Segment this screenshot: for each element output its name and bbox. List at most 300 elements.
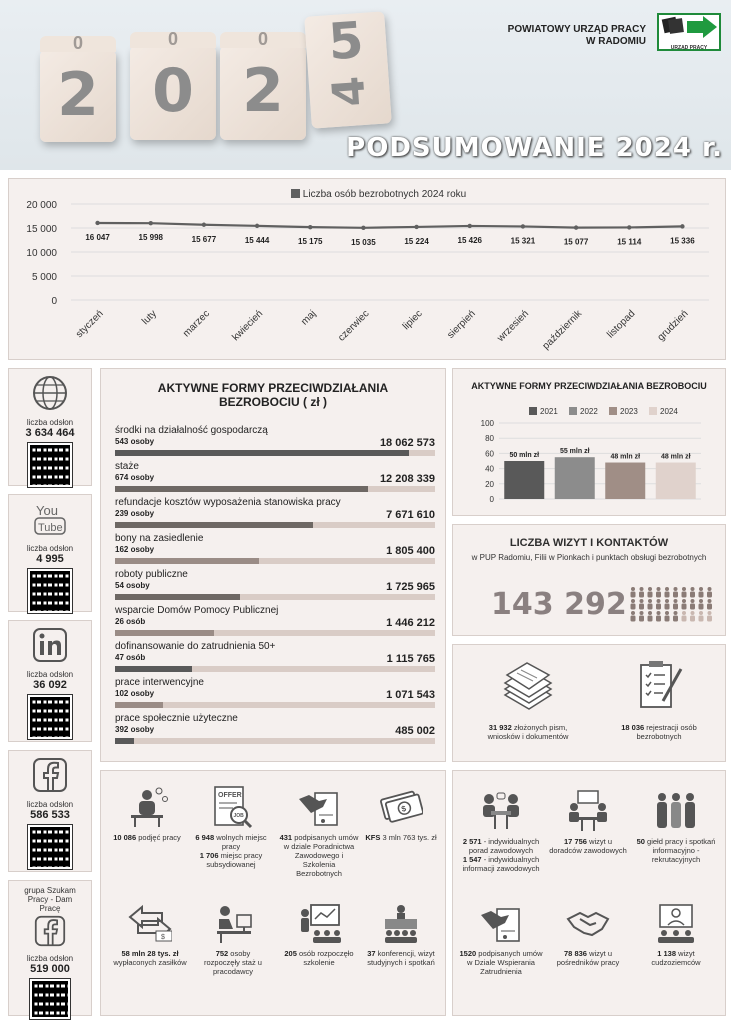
visits-title: LICZBA WIZYT I KONTAKTÓW <box>509 537 669 549</box>
data-label: 15 321 <box>510 236 536 246</box>
stat-text: osób rozpoczęło szkolenie <box>298 949 354 967</box>
form-name: wsparcie Domów Pomocy Publicznej <box>115 605 279 616</box>
person-head <box>708 599 712 603</box>
person-head <box>691 599 695 603</box>
form-bar-fill <box>115 738 134 744</box>
person-head <box>674 587 678 591</box>
stat-item <box>193 785 269 869</box>
svg-text:$: $ <box>161 934 165 941</box>
stats-left-panel <box>100 770 446 1016</box>
form-count: 54 osoby <box>115 581 150 590</box>
data-label: 15 035 <box>351 237 376 247</box>
documents-stat <box>473 723 583 741</box>
person-head <box>699 599 703 603</box>
stat-value: 10 086 <box>113 833 137 842</box>
stat-text: wizyt u doradców zawodowych <box>549 837 627 855</box>
active-form-row <box>115 461 435 485</box>
bar-data-label: 50 mln zł <box>509 452 540 459</box>
stat-line <box>633 949 719 967</box>
legend-label: 2024 <box>660 407 678 416</box>
data-point <box>202 223 206 227</box>
person-head <box>665 587 669 591</box>
summary-title: PODSUMOWANIE 2024 r. <box>346 133 723 163</box>
stat-text: złożonych pism, wniosków i dokumentów <box>487 723 569 741</box>
form-value: 7 671 610 <box>386 509 435 521</box>
form-bar-fill <box>115 486 368 492</box>
bar <box>504 461 544 499</box>
form-bar-fill <box>115 630 214 636</box>
forms-bar-chart-panel <box>452 368 726 516</box>
person-body <box>699 616 704 622</box>
stat-value: 2 571 <box>462 837 482 846</box>
stat-text: wypłaconych zasiłków <box>113 958 187 967</box>
person-body <box>682 592 687 598</box>
counselling-icon <box>479 789 523 833</box>
visits-value: 143 292 <box>491 587 627 622</box>
stat-item <box>459 901 543 976</box>
stat-item <box>279 785 359 878</box>
person-body <box>673 604 678 610</box>
active-form-row <box>115 569 435 593</box>
person-body <box>699 604 704 610</box>
svg-text:JOB: JOB <box>233 813 244 819</box>
person-body <box>707 616 712 622</box>
social-value: 36 092 <box>33 679 67 691</box>
bar <box>555 457 595 499</box>
form-count: 162 osoby <box>115 545 155 554</box>
y-tick-label: 0 <box>51 296 57 307</box>
stat-item <box>365 785 437 842</box>
transfer-arrows-icon <box>128 901 172 945</box>
x-tick-label: lipiec <box>400 308 425 333</box>
person-head <box>682 599 686 603</box>
stat-value: 752 <box>215 949 229 958</box>
active-form-row <box>115 677 435 701</box>
stat-value: 58 mln 28 tys. zł <box>121 949 179 958</box>
form-name: prace społecznie użyteczne <box>115 713 238 724</box>
person-head <box>665 611 669 615</box>
y-tick-label: 100 <box>480 419 494 428</box>
y-tick-label: 10 000 <box>26 248 57 259</box>
data-point <box>468 224 472 228</box>
person-head <box>640 599 644 603</box>
person-body <box>648 616 653 622</box>
desk-worker-icon <box>211 901 255 945</box>
person-body <box>639 616 644 622</box>
person-head <box>648 599 652 603</box>
person-body <box>699 592 704 598</box>
stat-text: osoby rozpoczęły staż u pracodawcy <box>204 949 262 976</box>
cube-digit <box>40 33 116 142</box>
person-body <box>690 616 695 622</box>
active-form-row <box>115 605 435 629</box>
svg-text:Tube: Tube <box>38 522 63 534</box>
person-body <box>673 616 678 622</box>
qr-code[interactable] <box>28 695 72 739</box>
active-form-row <box>115 641 435 665</box>
legend-label: Liczba osób bezrobotnych 2024 roku <box>302 189 467 200</box>
person-body <box>639 592 644 598</box>
form-name: bony na zasiedlenie <box>115 533 204 544</box>
stat-item <box>111 785 183 842</box>
stat-line <box>365 949 437 967</box>
stat-text: giełd pracy i spotkań informacyjno - rekrutacyjnych <box>647 837 716 864</box>
y-tick-label: 40 <box>485 464 494 474</box>
facebook-icon <box>32 757 68 793</box>
cube-number: 4 <box>322 74 377 109</box>
form-value: 1 115 765 <box>386 653 435 665</box>
form-count: 392 osoby <box>115 725 155 734</box>
stat-text: rejestracji osób bezrobotnych <box>636 723 697 741</box>
person-body <box>665 592 670 598</box>
stat-value: KFS <box>365 833 381 842</box>
cube-top: 0 <box>130 32 216 48</box>
handshake-icon <box>566 901 610 945</box>
cube-number: 0 <box>152 56 194 126</box>
legend-label: 2022 <box>580 407 598 416</box>
person-body <box>690 592 695 598</box>
stat-line <box>549 837 627 855</box>
worker-icon <box>125 785 169 829</box>
cube-top: 0 <box>220 32 306 48</box>
documents-panel <box>452 644 726 762</box>
x-tick-label: styczeń <box>73 308 106 341</box>
person-body <box>656 616 661 622</box>
social-value: 519 000 <box>30 963 70 975</box>
person-body <box>682 604 687 610</box>
stat-item <box>549 789 627 855</box>
x-tick-label: sierpień <box>445 308 478 341</box>
cube-digit <box>130 29 216 140</box>
globe-icon <box>32 375 68 411</box>
data-point <box>255 224 259 228</box>
x-tick-label: luty <box>140 308 159 328</box>
stat-value: 1520 <box>459 949 477 958</box>
y-tick-label: 20 <box>485 479 494 489</box>
y-tick-label: 60 <box>485 449 494 459</box>
handshake-contract-icon <box>479 901 523 945</box>
person-head <box>699 611 703 615</box>
person-body <box>631 604 636 610</box>
form-value: 12 208 339 <box>379 473 435 485</box>
data-point <box>149 221 153 225</box>
form-count: 239 osoby <box>115 509 155 518</box>
y-tick-label: 20 000 <box>26 200 57 211</box>
stat-line <box>109 949 191 967</box>
legend-swatch <box>529 407 537 415</box>
form-value: 1 805 400 <box>386 545 435 557</box>
stat-item <box>459 789 543 873</box>
stat-value: 50 <box>636 837 645 846</box>
stat-text: miejsc pracy subsydiowanej <box>206 851 263 869</box>
visits-subtitle: w PUP Radomiu, Filii w Pionkach i punktach obsługi bezrobotnych <box>471 553 707 562</box>
person-body <box>673 592 678 598</box>
form-value: 1 725 965 <box>386 581 435 593</box>
stat-line <box>459 837 543 855</box>
cube-top: 0 <box>40 36 116 52</box>
x-tick-label: grudzień <box>655 308 691 344</box>
form-name: środki na działalność gospodarczą <box>115 425 268 436</box>
form-bar-track <box>115 486 435 492</box>
person-head <box>682 611 686 615</box>
stat-line <box>197 949 269 976</box>
paper-stack-icon <box>499 659 555 715</box>
form-count: 26 osób <box>115 617 146 626</box>
x-tick-label: kwiecień <box>230 308 266 344</box>
organization-name <box>508 24 646 48</box>
person-body <box>656 592 661 598</box>
bar-data-label: 48 mln zł <box>660 453 691 461</box>
stat-line <box>549 949 627 967</box>
cube-digit-rotating <box>304 11 392 128</box>
header-banner <box>0 0 731 170</box>
social-card-facebook-group <box>8 880 92 1016</box>
social-caption: liczba odsłon <box>26 418 74 427</box>
training-icon <box>297 901 341 945</box>
person-body <box>682 616 687 622</box>
stat-text: podjęć pracy <box>138 833 181 842</box>
data-label: 15 336 <box>670 236 695 246</box>
stat-value: 6 948 <box>195 833 215 842</box>
data-point <box>627 225 631 229</box>
form-bar-track <box>115 450 435 456</box>
form-bar-track <box>115 702 435 708</box>
social-caption: liczba odsłon <box>26 670 74 679</box>
social-value: 586 533 <box>30 809 70 821</box>
bar-data-label: 48 mln zł <box>610 453 641 461</box>
qr-code[interactable] <box>30 979 70 1019</box>
bar <box>605 463 645 499</box>
data-point <box>680 224 684 228</box>
stat-text: wolnych miejsc pracy <box>216 833 267 851</box>
social-caption: liczba odsłon <box>26 800 74 809</box>
stat-item <box>633 901 719 967</box>
stat-line <box>193 833 269 851</box>
people-grid-icon <box>629 585 719 625</box>
stat-value: 37 <box>367 949 376 958</box>
org-line: POWIATOWY URZĄD PRACY <box>507 24 646 35</box>
cube-digit <box>220 29 306 140</box>
person-head <box>674 611 678 615</box>
stat-value: 205 <box>284 949 297 958</box>
x-tick-label: październik <box>540 308 585 352</box>
x-tick-label: maj <box>299 308 319 328</box>
bar <box>656 463 696 499</box>
logo-text: URZĄD PRACY <box>670 45 708 51</box>
legend-swatch <box>649 407 657 415</box>
social-value: 4 995 <box>36 553 64 565</box>
group-icon <box>654 789 698 833</box>
stat-value: 31 932 <box>488 723 512 732</box>
form-name: prace interwencyjne <box>115 677 204 688</box>
youtube-icon <box>32 501 68 537</box>
stat-text: konferencji, wizyt studyjnych i spotkań <box>367 949 435 967</box>
x-tick-label: listopad <box>605 308 638 341</box>
cube-number: 5 <box>326 10 366 72</box>
qr-code[interactable] <box>28 825 72 869</box>
data-label: 15 077 <box>563 237 589 247</box>
stat-value: 18 036 <box>621 723 645 732</box>
data-label: 15 998 <box>138 233 163 243</box>
data-point <box>574 225 578 229</box>
bar-data-label: 55 mln zł <box>559 448 590 456</box>
active-form-row <box>115 425 435 449</box>
y-tick-label: 80 <box>485 434 494 444</box>
active-forms-panel <box>100 368 446 762</box>
data-point <box>361 226 365 230</box>
advisor-icon <box>566 789 610 833</box>
stat-text: - indywidualnych porad zawodowych <box>468 837 540 855</box>
logo-arrow-icon <box>659 15 719 39</box>
cube-number: 2 <box>242 56 284 126</box>
title-line: AKTYWNE FORMY PRZECIWDZIAŁANIA <box>157 381 389 395</box>
person-body <box>690 604 695 610</box>
stat-text: podpisanych umów w dziale Poradnictwa Zawodowego i Szkolenia Bezrobotnych <box>283 833 359 878</box>
money-icon <box>379 785 423 829</box>
cube-number: 2 <box>57 60 99 130</box>
stat-text: podpisanych umów w Dziale Wspierania Zatrudnienia <box>467 949 543 976</box>
stats-right-panel <box>452 770 726 1016</box>
person-body <box>707 604 712 610</box>
stat-item <box>197 901 269 976</box>
legend-swatch <box>609 407 617 415</box>
pup-logo <box>657 13 721 51</box>
person-body <box>639 604 644 610</box>
y-tick-label: 15 000 <box>26 224 57 235</box>
person-head <box>640 611 644 615</box>
legend-label: 2021 <box>540 407 558 416</box>
stat-line <box>283 949 355 967</box>
person-head <box>691 587 695 591</box>
unemployed-chart-panel <box>8 178 726 360</box>
foreigners-icon <box>654 901 698 945</box>
form-bar-track <box>115 630 435 636</box>
data-label: 15 224 <box>404 236 429 246</box>
x-tick-label: marzec <box>181 308 213 340</box>
form-value: 18 062 573 <box>379 437 435 449</box>
stat-line <box>111 833 183 842</box>
qr-code[interactable] <box>28 443 72 487</box>
form-value: 485 002 <box>395 725 435 737</box>
qr-code[interactable] <box>28 569 72 613</box>
person-body <box>631 616 636 622</box>
form-bar-track <box>115 558 435 564</box>
active-form-row <box>115 533 435 557</box>
form-bar-fill <box>115 522 313 528</box>
stat-line <box>459 949 543 976</box>
y-tick-label: 5 000 <box>31 272 57 283</box>
person-head <box>699 587 703 591</box>
job-offer-icon <box>209 785 253 829</box>
person-head <box>657 611 661 615</box>
stat-value: 17 756 <box>564 837 587 846</box>
stat-item <box>365 901 437 967</box>
form-count: 47 osób <box>115 653 146 662</box>
data-label: 15 175 <box>298 237 323 247</box>
stat-item <box>283 901 355 967</box>
handshake-contract-icon <box>297 785 341 829</box>
conference-icon <box>379 901 423 945</box>
person-head <box>648 611 652 615</box>
social-card-youtube <box>8 494 92 612</box>
form-bar-fill <box>115 558 259 564</box>
form-bar-fill <box>115 450 409 456</box>
form-value: 1 446 212 <box>386 617 435 629</box>
x-tick-label: wrzesień <box>495 308 532 345</box>
svg-text:OFFER: OFFER <box>218 792 242 799</box>
form-count: 543 osoby <box>115 437 155 446</box>
social-card-facebook <box>8 750 92 872</box>
legend-label: 2023 <box>620 407 638 416</box>
form-name: roboty publiczne <box>115 569 188 580</box>
social-caption: liczba odsłon <box>26 544 74 553</box>
org-line: W RADOMIU <box>586 36 646 47</box>
person-head <box>657 587 661 591</box>
active-form-row <box>115 497 435 521</box>
stat-value: 78 836 <box>564 949 587 958</box>
data-label: 16 047 <box>85 232 110 242</box>
person-body <box>665 616 670 622</box>
stat-item <box>109 901 191 967</box>
form-name: staże <box>115 461 139 472</box>
person-head <box>631 587 635 591</box>
stat-value: 1 547 <box>462 855 482 864</box>
unemployed-line-chart <box>9 179 725 359</box>
stat-text: wizyt cudzoziemców <box>651 949 701 967</box>
social-card-website <box>8 368 92 486</box>
x-tick-label: czerwiec <box>336 308 372 344</box>
form-count: 674 osoby <box>115 473 155 482</box>
social-caption: liczba odsłon <box>26 954 74 963</box>
forms-bar-chart <box>453 369 725 515</box>
form-bar-track <box>115 738 435 744</box>
stat-line <box>193 851 269 869</box>
person-head <box>708 587 712 591</box>
stat-text: 3 mln 763 tys. zł <box>382 833 437 842</box>
form-bar-track <box>115 522 435 528</box>
form-bar-fill <box>115 666 192 672</box>
series-line <box>98 223 683 228</box>
registration-form-icon <box>637 659 685 715</box>
visits-panel <box>452 524 726 636</box>
social-card-linkedin <box>8 620 92 742</box>
person-body <box>648 592 653 598</box>
person-head <box>648 587 652 591</box>
stat-item <box>549 901 627 967</box>
data-point <box>414 225 418 229</box>
data-point <box>308 225 312 229</box>
person-body <box>656 604 661 610</box>
active-forms-title <box>101 381 445 409</box>
social-value: 3 634 464 <box>25 427 75 439</box>
form-value: 1 071 543 <box>386 689 435 701</box>
y-tick-label: 0 <box>489 495 494 504</box>
stat-line <box>279 833 359 878</box>
data-point <box>95 221 99 225</box>
person-body <box>707 592 712 598</box>
form-bar-fill <box>115 594 240 600</box>
stat-line <box>459 855 543 873</box>
bar-chart-title: AKTYWNE FORMY PRZECIWDZIAŁANIA BEZROBOCIU <box>471 381 707 391</box>
stat-line <box>365 833 437 842</box>
form-bar-track <box>115 594 435 600</box>
data-label: 15 677 <box>191 234 217 244</box>
svg-text:$: $ <box>400 803 408 814</box>
facebook-icon <box>34 915 66 947</box>
person-head <box>640 587 644 591</box>
data-label: 15 444 <box>244 235 270 245</box>
registrations-stat <box>603 723 715 741</box>
